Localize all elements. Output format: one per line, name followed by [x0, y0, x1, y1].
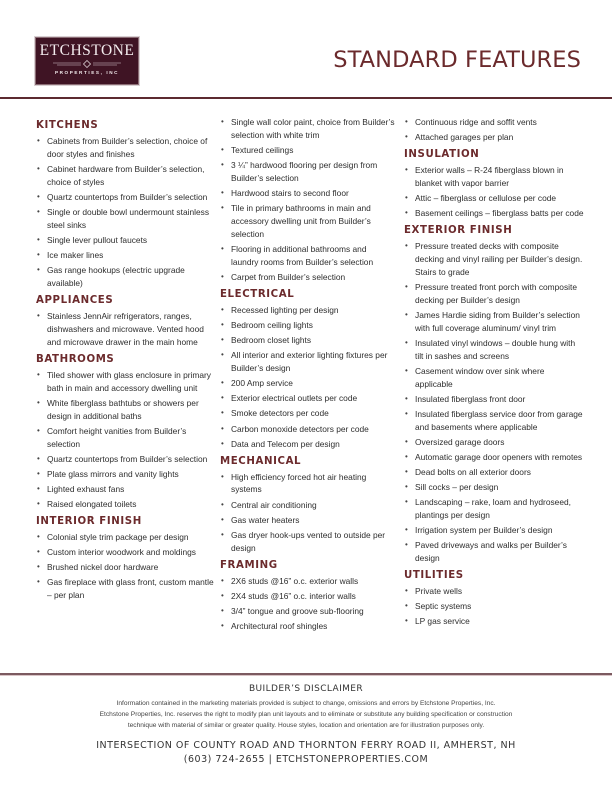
feature-text: 2X4 studs @16” o.c. interior walls [231, 590, 356, 601]
feature-item [220, 349, 396, 375]
bullet-icon: • [37, 499, 40, 509]
disclaimer-line: technique with material of similar or greater quality. House styles, location and orientation are for illustration purposes only. [127, 722, 485, 729]
feature-item [36, 561, 218, 574]
feature-item [404, 281, 584, 307]
feature-item [36, 397, 218, 423]
feature-text: All interior and exterior lighting fixtures per Builder’s design [231, 350, 388, 374]
feature-item [404, 393, 584, 406]
bullet-icon: • [405, 193, 408, 202]
feature-text: Raised elongated toilets [47, 499, 137, 510]
section-title: BATHROOMS [36, 353, 115, 365]
feature-item [36, 191, 218, 204]
bullet-icon: • [405, 409, 408, 418]
feature-text: Cabinets from Builder’s selection, choice of door styles and finishes [47, 136, 208, 159]
bullet-icon: • [37, 265, 40, 275]
feature-item [404, 207, 584, 220]
feature-item [36, 468, 218, 481]
feature-text: Automatic garage door openers with remotes [415, 452, 583, 463]
feature-text: Landscaping – rake, loam and hydroseed, plantings per design [415, 497, 571, 521]
bullet-icon: • [405, 165, 408, 174]
logo-subtitle: PROPERTIES, INC [54, 70, 120, 75]
bullet-icon: • [221, 335, 224, 345]
feature-text: Data and Telecom per design [231, 438, 340, 449]
feature-text: Hardwood stairs to second floor [231, 188, 349, 199]
feature-section [220, 288, 396, 451]
feature-item [220, 319, 396, 332]
bullet-icon: • [221, 590, 224, 600]
feature-section [220, 559, 396, 633]
feature-text: Insulated fiberglass service door from garage and basements where applicable [415, 409, 583, 432]
section-title: MECHANICAL [220, 455, 302, 467]
feature-item [36, 531, 218, 544]
bullet-icon: • [37, 250, 40, 260]
feature-item [404, 365, 584, 391]
feature-item [404, 451, 584, 464]
bullet-icon: • [405, 497, 408, 507]
feature-section [36, 353, 218, 511]
bullet-icon: • [221, 272, 224, 282]
bullet-icon: • [405, 281, 408, 291]
section-title: INSULATION [404, 149, 480, 160]
feature-text: Smoke detectors per code [231, 408, 329, 419]
feature-item [404, 337, 584, 363]
feature-item [220, 187, 396, 200]
feature-text: Pressure treated front porch with composite decking per Builder’s design [415, 281, 577, 305]
feature-item [220, 407, 396, 420]
feature-item [220, 590, 396, 603]
feature-item [220, 243, 396, 269]
feature-item [404, 539, 584, 565]
feature-text: Attic – fiberglass or cellulose per code [415, 193, 557, 203]
feature-section [404, 569, 584, 628]
feature-list [404, 164, 584, 220]
bullet-icon: • [405, 467, 408, 477]
feature-text: Sill cocks – per design [415, 482, 499, 493]
feature-text: Oversized garage doors [415, 437, 505, 447]
feature-text: Insulated fiberglass front door [415, 393, 526, 404]
feature-text: Colonial style trim package per design [47, 532, 189, 542]
bullet-icon: • [221, 145, 224, 154]
features-column-1 [36, 116, 218, 606]
bullet-icon: • [37, 468, 40, 478]
feature-text: 3/4” tongue and groove sub-flooring [231, 605, 364, 616]
feature-section [36, 515, 218, 602]
feature-item [220, 471, 396, 497]
disclaimer-line: Etchstone Properties, Inc. reserves the right to modify plan unit layouts and to eliminate or substitute any building specification or construction [99, 711, 513, 718]
address-line: INTERSECTION OF COUNTY ROAD AND THORNTON FERRY ROAD II, AMHERST, NH [96, 740, 516, 751]
section-title: KITCHENS [36, 120, 99, 131]
bullet-icon: • [221, 423, 224, 433]
feature-item [36, 498, 218, 511]
bullet-icon: • [405, 393, 408, 403]
feature-item [220, 159, 396, 185]
feature-text: Casement window over sink where applicable [415, 365, 545, 389]
feature-item [404, 131, 584, 144]
feature-item [220, 605, 396, 618]
section-title: FRAMING [220, 559, 278, 571]
feature-text: LP gas service [415, 616, 470, 627]
bullet-icon: • [221, 438, 224, 448]
feature-text: 2X6 studs @16” o.c. exterior walls [231, 575, 359, 586]
feature-text: Quartz countertops from Builder’s selection [47, 192, 208, 202]
feature-list [36, 369, 218, 511]
feature-text: Irrigation system per Builder’s design [415, 525, 553, 536]
feature-text: Flooring in additional bathrooms and laundry rooms from Builder’s selection [231, 244, 374, 267]
feature-section [36, 119, 218, 290]
feature-text: Gas range hookups (electric upgrade available) [47, 265, 185, 289]
bullet-icon: • [405, 337, 408, 347]
feature-text: Exterior walls – R-24 fiberglass blown in blanket with vapor barrier [415, 165, 564, 188]
feature-text: Brushed nickel door hardware [47, 562, 159, 573]
feature-text: Insulated vinyl windows – double hung with tilt in sashes and screens [415, 337, 576, 361]
bullet-icon: • [221, 350, 224, 360]
bullet-icon: • [405, 437, 408, 446]
bullet-icon: • [405, 540, 408, 550]
bullet-icon: • [405, 132, 408, 142]
feature-item [36, 135, 218, 161]
feature-text: Gas dryer hook-ups vented to outside per design [231, 529, 386, 553]
feature-item [36, 425, 218, 451]
feature-item [36, 234, 218, 247]
feature-text: Gas fireplace with glass front, custom mantle – per plan [47, 577, 214, 601]
feature-section [404, 116, 584, 144]
feature-list [36, 531, 218, 602]
feature-item [404, 436, 584, 449]
feature-list [220, 575, 396, 633]
feature-text: Plate glass mirrors and vanity lights [47, 468, 179, 479]
feature-text: Quartz countertops from Builder’s selection [47, 453, 208, 464]
feature-text: Tile in primary bathrooms in main and accessory dwelling unit from Builder’s selection [231, 203, 371, 239]
feature-text: Carbon monoxide detectors per code [231, 423, 369, 434]
page-footer [0, 684, 612, 767]
feature-section [36, 294, 218, 349]
bullet-icon: • [221, 605, 224, 615]
feature-text: Recessed lighting per design [231, 305, 339, 315]
feature-text: Bedroom closet lights [231, 335, 312, 346]
feature-text: Architectural roof shingles [231, 620, 328, 631]
section-title: EXTERIOR FINISH [404, 225, 513, 236]
bullet-icon: • [405, 482, 408, 492]
feature-item [220, 499, 396, 512]
feature-item [220, 304, 396, 317]
feature-list [404, 240, 584, 565]
feature-text: Tiled shower with glass enclosure in primary bath in main and accessory dwelling unit [47, 369, 211, 393]
bullet-icon: • [221, 393, 224, 403]
feature-item [220, 271, 396, 284]
section-title: UTILITIES [404, 570, 464, 582]
feature-item [404, 240, 584, 279]
feature-item [36, 206, 218, 232]
feature-text: White fiberglass bathtubs or showers per design in additional baths [47, 397, 199, 421]
logo-ornament-icon [47, 60, 127, 68]
feature-item [404, 615, 584, 628]
feature-text: 200 Amp service [231, 378, 293, 389]
bullet-icon: • [221, 499, 224, 509]
feature-text: Carpet from Builder’s selection [231, 272, 346, 283]
feature-item [220, 202, 396, 241]
feature-text: Lighted exhaust fans [47, 484, 125, 494]
feature-item [36, 264, 218, 290]
bullet-icon: • [37, 577, 40, 587]
section-title: APPLIANCES [36, 295, 114, 307]
bullet-icon: • [405, 601, 408, 611]
feature-text: Exterior electrical outlets per code [231, 393, 358, 404]
bullet-icon: • [37, 164, 40, 173]
feature-item [220, 144, 396, 157]
bullet-icon: • [221, 160, 224, 170]
feature-text: Paved driveways and walks per Builder’s design [415, 540, 567, 564]
bullet-icon: • [221, 575, 224, 585]
feature-section [220, 116, 396, 284]
feature-text: James Hardie siding from Builder’s selection with full coverage aluminum/ vinyl trim [415, 309, 580, 333]
feature-item [220, 575, 396, 588]
feature-text: Custom interior woodwork and moldings [47, 547, 196, 558]
bullet-icon: • [221, 408, 224, 418]
feature-item [220, 529, 396, 555]
bullet-icon: • [37, 369, 40, 379]
bullet-icon: • [37, 425, 40, 435]
feature-item [404, 408, 584, 434]
bullet-icon: • [37, 453, 40, 463]
feature-item [36, 546, 218, 559]
page-header [0, 0, 612, 98]
feature-text: Textured ceilings [231, 145, 294, 155]
bullet-icon: • [221, 117, 224, 126]
feature-section [220, 455, 396, 555]
feature-item [36, 576, 218, 602]
bullet-icon: • [37, 235, 40, 245]
bullet-icon: • [37, 136, 40, 145]
feature-item [220, 514, 396, 527]
bullet-icon: • [221, 514, 224, 524]
bullet-icon: • [221, 188, 224, 198]
logo-name: ETCHSTONE [39, 42, 135, 59]
etchstone-logo [35, 37, 139, 85]
feature-text: High efficiency forced hot air heating systems [231, 471, 367, 495]
feature-text: 3 ¼” hardwood flooring per design from Builder’s selection [231, 160, 378, 183]
feature-text: Continuous ridge and soffit vents [415, 117, 537, 127]
bullet-icon: • [221, 378, 224, 388]
feature-text: Single or double bowl undermount stainless steel sinks [47, 207, 210, 230]
feature-text: Stainless JennAir refrigerators, ranges, dishwashers and microwave. Vented hood and microwave drawer in the main home [47, 311, 204, 347]
feature-list [220, 471, 396, 555]
bullet-icon: • [37, 484, 40, 493]
section-title: ELECTRICAL [220, 289, 295, 300]
feature-item [404, 116, 584, 129]
feature-item [404, 192, 584, 205]
feature-text: Dead bolts on all exterior doors [415, 467, 531, 478]
feature-item [404, 481, 584, 494]
bullet-icon: • [405, 525, 408, 535]
feature-item [404, 309, 584, 335]
feature-text: Private wells [415, 586, 463, 597]
bullet-icon: • [37, 532, 40, 541]
features-column-3 [404, 116, 584, 632]
feature-item [404, 164, 584, 190]
feature-text: Single wall color paint, choice from Builder’s selection with white trim [231, 117, 395, 140]
features-column-2 [220, 116, 396, 637]
bullet-icon: • [405, 117, 408, 126]
feature-list [220, 304, 396, 451]
bullet-icon: • [221, 471, 224, 481]
feature-item [36, 310, 218, 349]
feature-text: Central air conditioning [231, 499, 317, 510]
feature-item [220, 334, 396, 347]
bullet-icon: • [37, 397, 40, 407]
feature-section [404, 148, 584, 220]
bullet-icon: • [221, 305, 224, 314]
disclaimer-title: BUILDER’S DISCLAIMER [248, 684, 364, 694]
feature-item [404, 524, 584, 537]
bullet-icon: • [221, 320, 224, 330]
feature-text: Bedroom ceiling lights [231, 320, 313, 331]
feature-text: Attached garages per plan [415, 132, 514, 143]
feature-list [220, 116, 396, 284]
feature-item [404, 585, 584, 598]
feature-text: Septic systems [415, 601, 472, 612]
feature-item [220, 116, 396, 142]
feature-text: Gas water heaters [231, 514, 300, 525]
bullet-icon: • [221, 529, 224, 539]
header-divider [0, 97, 612, 99]
feature-item [36, 369, 218, 395]
feature-item [36, 163, 218, 189]
page-title: STANDARD FEATURES [333, 47, 581, 73]
feature-list [404, 116, 584, 144]
feature-text: Ice maker lines [47, 250, 104, 261]
bullet-icon: • [405, 616, 408, 626]
feature-item [36, 483, 218, 496]
contact-line: (603) 724-2655 | ETCHSTONEPROPERTIES.COM [183, 754, 429, 765]
feature-list [36, 310, 218, 349]
bullet-icon: • [405, 208, 408, 218]
feature-list [36, 135, 218, 290]
bullet-icon: • [37, 311, 40, 321]
bullet-icon: • [405, 309, 408, 319]
feature-item [220, 620, 396, 633]
feature-text: Cabinet hardware from Builder’s selection, choice of styles [47, 164, 205, 187]
bullet-icon: • [37, 207, 40, 217]
bullet-icon: • [37, 562, 40, 572]
bullet-icon: • [405, 586, 408, 596]
feature-section [404, 224, 584, 565]
bullet-icon: • [405, 365, 408, 375]
feature-item [220, 438, 396, 451]
bullet-icon: • [405, 241, 408, 250]
bullet-icon: • [221, 244, 224, 254]
bullet-icon: • [37, 547, 40, 557]
section-title: INTERIOR FINISH [36, 516, 142, 527]
feature-item [220, 392, 396, 405]
feature-text: Comfort height vanities from Builder’s selection [47, 425, 187, 449]
feature-list [404, 585, 584, 628]
feature-item [404, 496, 584, 522]
footer-divider-shadow [0, 675, 612, 676]
bullet-icon: • [221, 620, 224, 630]
feature-item [220, 423, 396, 436]
disclaimer-line: Information contained in the marketing materials provided is subject to change, omissions and errors by Etchstone Properties, Inc. [116, 700, 496, 707]
feature-text: Pressure treated decks with composite decking and vinyl railing per Builder’s design. Stairs to grade [415, 241, 583, 277]
bullet-icon: • [221, 203, 224, 213]
feature-item [36, 249, 218, 262]
feature-item [404, 600, 584, 613]
feature-text: Basement ceilings – fiberglass batts per code [415, 208, 584, 219]
feature-text: Single lever pullout faucets [47, 235, 148, 246]
feature-item [36, 453, 218, 466]
feature-item [404, 466, 584, 479]
bullet-icon: • [37, 192, 40, 201]
feature-item [220, 377, 396, 390]
bullet-icon: • [405, 452, 408, 462]
